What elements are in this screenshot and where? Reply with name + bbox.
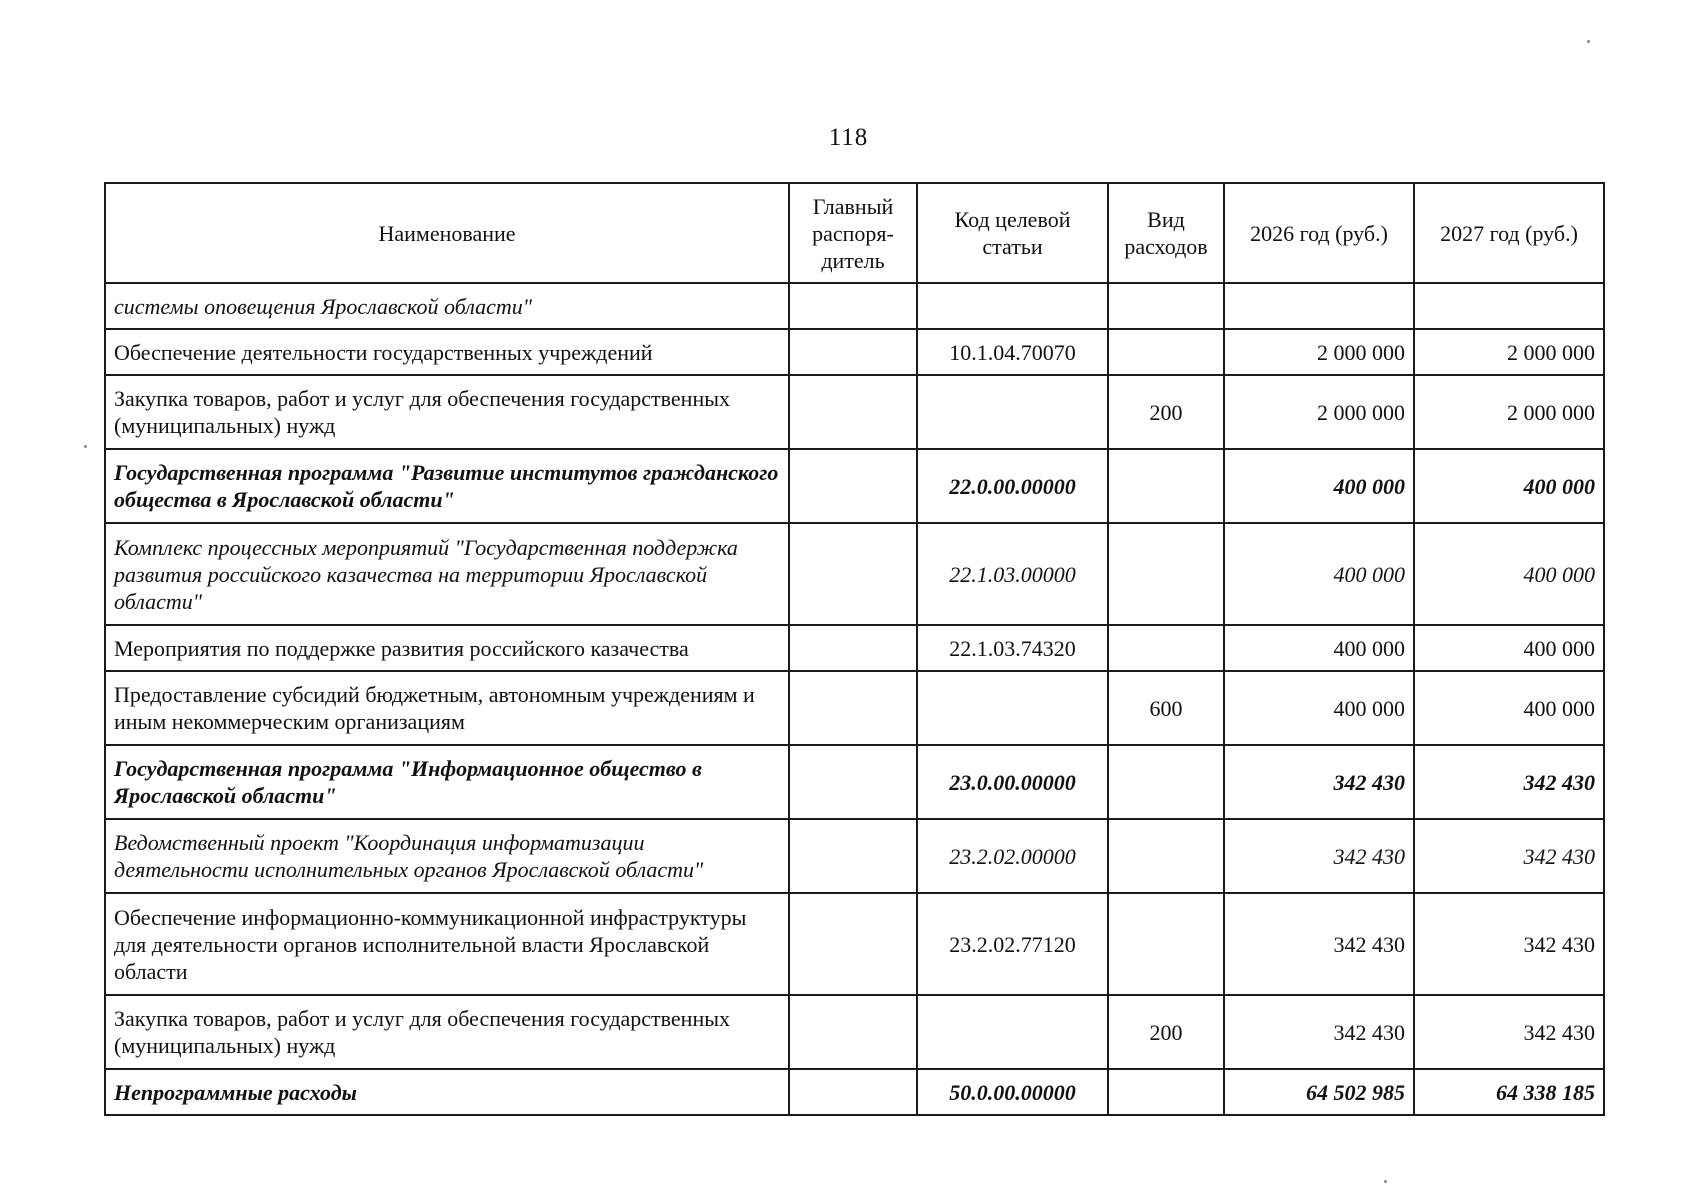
table-row [105,745,1604,819]
row-name: Государственная программа "Информационное общество в Ярославской области" [105,745,789,819]
row-target-code: 22.1.03.00000 [917,523,1108,625]
row-expense-type [1108,893,1224,995]
row-target-code: 50.0.00.00000 [917,1069,1108,1115]
table-row [105,523,1604,625]
row-manager [789,1069,917,1115]
row-expense-type [1108,625,1224,671]
row-amount-2026: 64 502 985 [1224,1069,1414,1115]
row-manager [789,995,917,1069]
table-row [105,1069,1604,1115]
row-name: Предоставление субсидий бюджетным, автономным учреждениям и иным некоммерческим организациям [105,671,789,745]
row-amount-2026: 400 000 [1224,523,1414,625]
row-target-code: 10.1.04.70070 [917,329,1108,375]
row-name: Комплекс процессных мероприятий "Государственная поддержка развития российского казачества на территории Ярославской области" [105,523,789,625]
row-amount-2027: 400 000 [1414,671,1604,745]
row-name: Закупка товаров, работ и услуг для обеспечения государственных (муниципальных) нужд [105,375,789,449]
row-amount-2027: 2 000 000 [1414,375,1604,449]
row-manager [789,375,917,449]
row-target-code [917,671,1108,745]
row-amount-2027: 400 000 [1414,625,1604,671]
scan-speck [1587,40,1590,43]
row-target-code: 23.2.02.77120 [917,893,1108,995]
budget-table [104,182,1605,1116]
header-name: Наименование [105,183,789,283]
scan-speck [1384,1180,1387,1183]
row-manager [789,449,917,523]
row-manager [789,523,917,625]
table-row [105,449,1604,523]
row-target-code [917,995,1108,1069]
table-row [105,995,1604,1069]
table-row [105,375,1604,449]
row-amount-2027: 342 430 [1414,745,1604,819]
header-year-2026: 2026 год (руб.) [1224,183,1414,283]
row-target-code [917,283,1108,329]
row-manager [789,893,917,995]
row-name: Ведомственный проект "Координация информатизации деятельности исполнительных органов Ярославской области" [105,819,789,893]
row-expense-type [1108,449,1224,523]
row-name: Обеспечение информационно-коммуникационной инфраструктуры для деятельности органов исполнительной власти Ярославской области [105,893,789,995]
table-header-row [105,183,1604,283]
scan-speck [84,445,87,448]
row-amount-2027: 400 000 [1414,449,1604,523]
row-target-code: 23.2.02.00000 [917,819,1108,893]
header-target-code: Код целевой статьи [917,183,1108,283]
row-name: Непрограммные расходы [105,1069,789,1115]
row-manager [789,283,917,329]
header-year-2027: 2027 год (руб.) [1414,183,1604,283]
row-manager [789,329,917,375]
row-amount-2027: 400 000 [1414,523,1604,625]
row-target-code: 22.0.00.00000 [917,449,1108,523]
row-expense-type [1108,283,1224,329]
row-amount-2026 [1224,283,1414,329]
row-expense-type [1108,523,1224,625]
row-target-code: 22.1.03.74320 [917,625,1108,671]
row-expense-type [1108,819,1224,893]
row-manager [789,625,917,671]
row-amount-2026: 2 000 000 [1224,375,1414,449]
row-amount-2026: 342 430 [1224,745,1414,819]
row-target-code: 23.0.00.00000 [917,745,1108,819]
row-amount-2027 [1414,283,1604,329]
row-expense-type: 200 [1108,995,1224,1069]
table-row [105,625,1604,671]
row-amount-2027: 64 338 185 [1414,1069,1604,1115]
row-amount-2026: 342 430 [1224,995,1414,1069]
row-name: Закупка товаров, работ и услуг для обеспечения государственных (муниципальных) нужд [105,995,789,1069]
page-number: 118 [828,124,869,151]
row-expense-type [1108,745,1224,819]
row-expense-type: 200 [1108,375,1224,449]
row-name: Мероприятия по поддержке развития российского казачества [105,625,789,671]
row-expense-type [1108,329,1224,375]
row-name: системы оповещения Ярославской области" [105,283,789,329]
row-amount-2026: 342 430 [1224,819,1414,893]
table-row [105,329,1604,375]
table-row [105,283,1604,329]
row-amount-2027: 2 000 000 [1414,329,1604,375]
header-manager: Главный распоря-дитель [789,183,917,283]
table-row [105,671,1604,745]
row-manager [789,671,917,745]
header-expense-type: Вид расходов [1108,183,1224,283]
row-amount-2027: 342 430 [1414,893,1604,995]
row-amount-2026: 2 000 000 [1224,329,1414,375]
row-name: Обеспечение деятельности государственных учреждений [105,329,789,375]
row-expense-type [1108,1069,1224,1115]
row-amount-2027: 342 430 [1414,995,1604,1069]
row-amount-2026: 342 430 [1224,893,1414,995]
row-manager [789,745,917,819]
row-amount-2026: 400 000 [1224,625,1414,671]
row-expense-type: 600 [1108,671,1224,745]
row-amount-2027: 342 430 [1414,819,1604,893]
row-name: Государственная программа "Развитие институтов гражданского общества в Ярославской области" [105,449,789,523]
row-amount-2026: 400 000 [1224,449,1414,523]
table-row [105,819,1604,893]
table-row [105,893,1604,995]
row-target-code [917,375,1108,449]
row-amount-2026: 400 000 [1224,671,1414,745]
row-manager [789,819,917,893]
